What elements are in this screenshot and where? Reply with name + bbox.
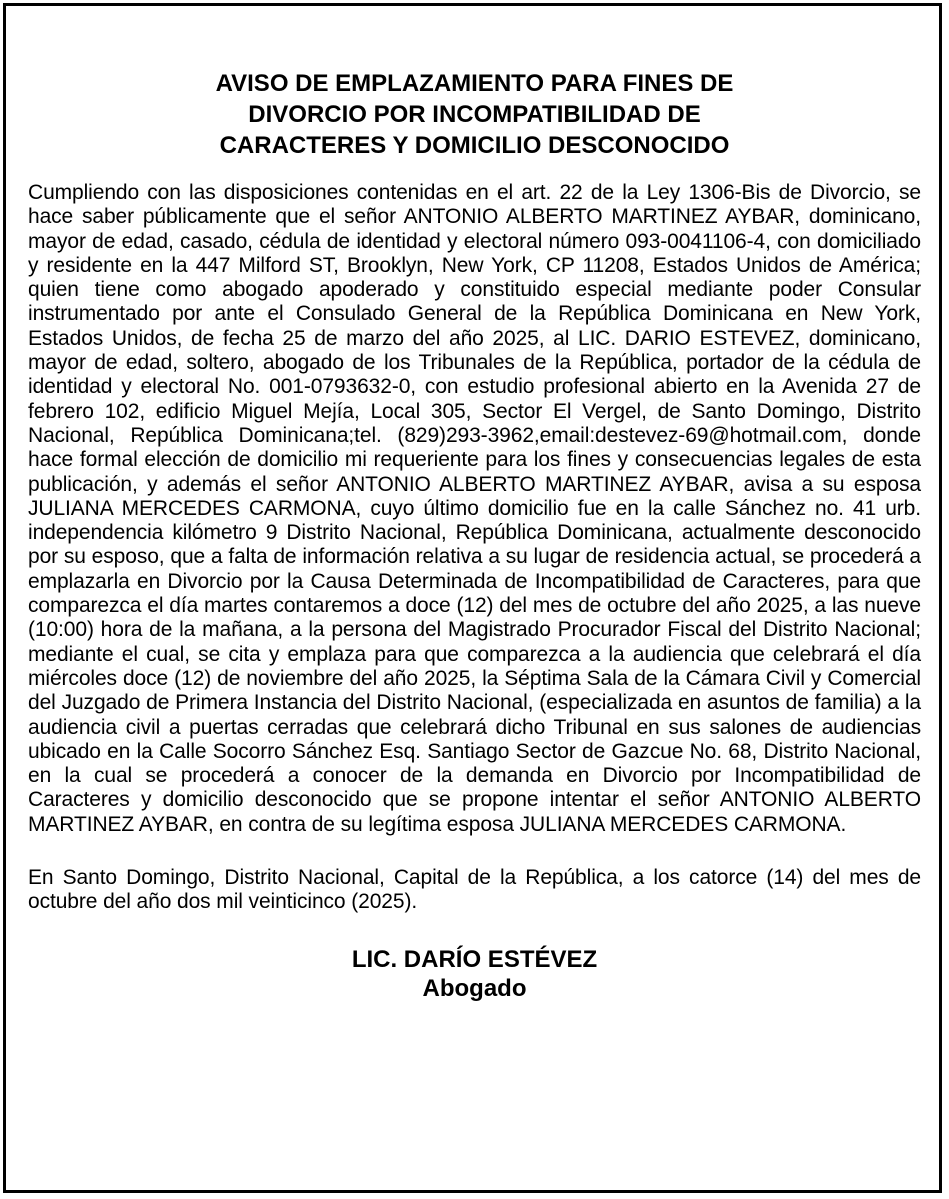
signature-role: Abogado [422,974,527,1002]
notice-title [28,68,921,161]
notice-title-line: CARACTERES Y DOMICILIO DESCONOCIDO [219,132,730,159]
notice-title-line: DIVORCIO POR INCOMPATIBILIDAD DE [248,101,701,128]
signature-block [28,945,921,1003]
notice-title-line: AVISO DE EMPLAZAMIENTO PARA FINES DE [215,70,734,97]
notice-body-paragraph: Cumpliendo con las disposiciones contenidas en el art. 22 de la Ley 1306-Bis de Divorcio, se hace saber públicamente que el señor ANTONIO ALBERTO MARTINEZ AYBAR, dominicano, mayor de edad, casado, cédula de identidad y electoral número 093-0041106-4, con domiciliado y residente en la 447 Milford ST, Brooklyn, New York, CP 11208, Estados Unidos de América; quien tiene como abogado apoderado y constituido especial mediante poder Consular instrumentado por ante el Consulado General de la República Dominicana en New York, Estados Unidos, de fecha 25 de marzo del año 2025, al LIC. DARIO ESTEVEZ, dominicano, mayor de edad, soltero, abogado de los Tribunales de la República, portador de la cédula de identidad y electoral No. 001-0793632-0, con estudio profesional abierto en la Avenida 27 de febrero 102, edificio Miguel Mejía, Local 305, Sector El Vergel, de Santo Domingo, Distrito Nacional, República Dominicana;tel. (829)293-3962,email:destevez-69@hotmail.com, donde hace formal elección de domicilio mi requeriente para los fines y consecuencias legales de esta publicación, y además el señor ANTONIO ALBERTO MARTINEZ AYBAR, avisa a su esposa JULIANA MERCEDES CARMONA, cuyo último domicilio fue en la calle Sánchez no. 41 urb. independencia kilómetro 9 Distrito Nacional, República Dominicana, actualmente desconocido por su esposo, que a falta de información relativa a su lugar de residencia actual, se procederá a emplazarla en Divorcio por la Causa Determinada de Incompatibilidad de Caracteres, para que comparezca el día martes contaremos a doce (12) del mes de octubre del año 2025, a las nueve (10:00) hora de la mañana, a la persona del Magistrado Procurador Fiscal del Distrito Nacional; mediante el cual, se cita y emplaza para que comparezca a la audiencia que celebrará el día miércoles doce (12) de noviembre del año 2025, la Séptima Sala de la Cámara Civil y Comercial del Juzgado de Primera Instancia del Distrito Nacional, (especializada en asuntos de familia) a la audiencia civil a puertas cerradas que celebrará dicho Tribunal en sus salones de audiencias ubicado en la Calle Socorro Sánchez Esq. Santiago Sector de Gazcue No. 68, Distrito Nacional, en la cual se procederá a conocer de la demanda en Divorcio por Incompatibilidad de Caracteres y domicilio desconocido que se propone intentar el señor ANTONIO ALBERTO MARTINEZ AYBAR, en contra de su legítima esposa JULIANA MERCEDES CARMONA. [28,181,921,836]
legal-notice-frame [3,3,942,1193]
notice-closing-paragraph: En Santo Domingo, Distrito Nacional, Capital de la República, a los catorce (14) del mes de octubre del año dos mil veinticinco (2025). [28,866,921,914]
signature-name: LIC. DARÍO ESTÉVEZ [351,945,598,973]
legal-notice-content [28,68,921,1003]
